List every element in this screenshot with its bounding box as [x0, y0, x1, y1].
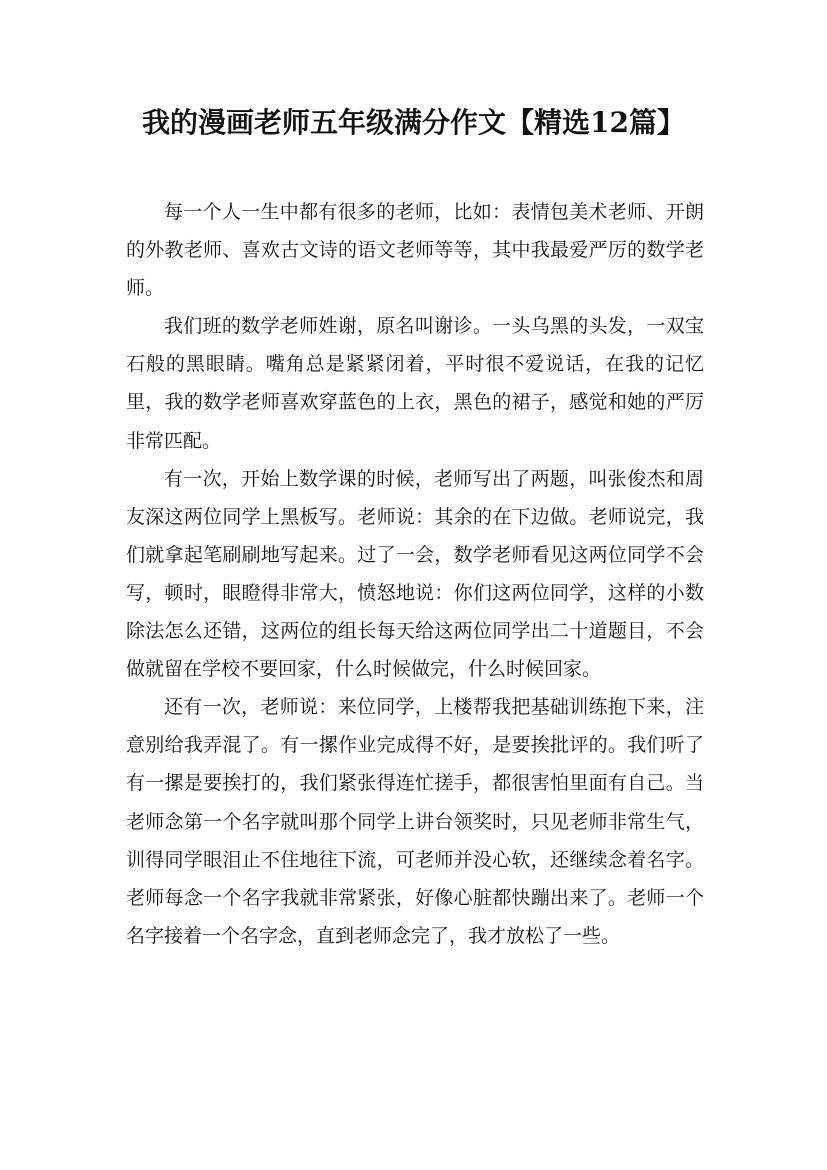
paragraph-3: 有一次，开始上数学课的时候，老师写出了两题，叫张俊杰和周友深这两位同学上黑板写。老师说：其余的在下边做。老师说完，我们就拿起笔刷刷地写起来。过了一会，数学老师看见这两位同学不会写，顿时，眼瞪得非常大，愤怒地说：你们这两位同学，这样的小数除法怎么还错，这两位的组长每天给这两位同学出二十道题目，不会做就留在学校不要回家，什么时候做完，什么时候回家。 — [126, 467, 704, 681]
paragraph-4: 还有一次，老师说：来位同学，上楼帮我把基础训练抱下来，注意别给我弄混了。有一摞作业完成得不好，是要挨批评的。我们听了有一摞是要挨打的，我们紧张得连忙搓手，都很害怕里面有自己。当老师念第一个名字就叫那个同学上讲台领奖时，只见老师非常生气，训得同学眼泪止不住地往下流，可老师并没心软，还继续念着名字。老师每念一个名字我就非常紧张，好像心脏都快蹦出来了。老师一个名字接着一个名字念，直到老师念完了，我才放松了一些。 — [126, 696, 704, 947]
paragraph-2: 我们班的数学老师姓谢，原名叫谢诊。一头乌黑的头发，一双宝石般的黑眼睛。嘴角总是紧紧闭着，平时很不爱说话，在我的记忆里，我的数学老师喜欢穿蓝色的上衣，黑色的裙子，感觉和她的严厉非常匹配。 — [126, 315, 704, 452]
document-title: 我的漫画老师五年级满分作文【精选12篇】 — [142, 106, 685, 139]
article-body — [126, 193, 704, 955]
paragraph-1: 每一个人一生中都有很多的老师，比如：表情包美术老师、开朗的外教老师、喜欢古文诗的语文老师等等，其中我最爱严厉的数学老师。 — [126, 201, 704, 300]
